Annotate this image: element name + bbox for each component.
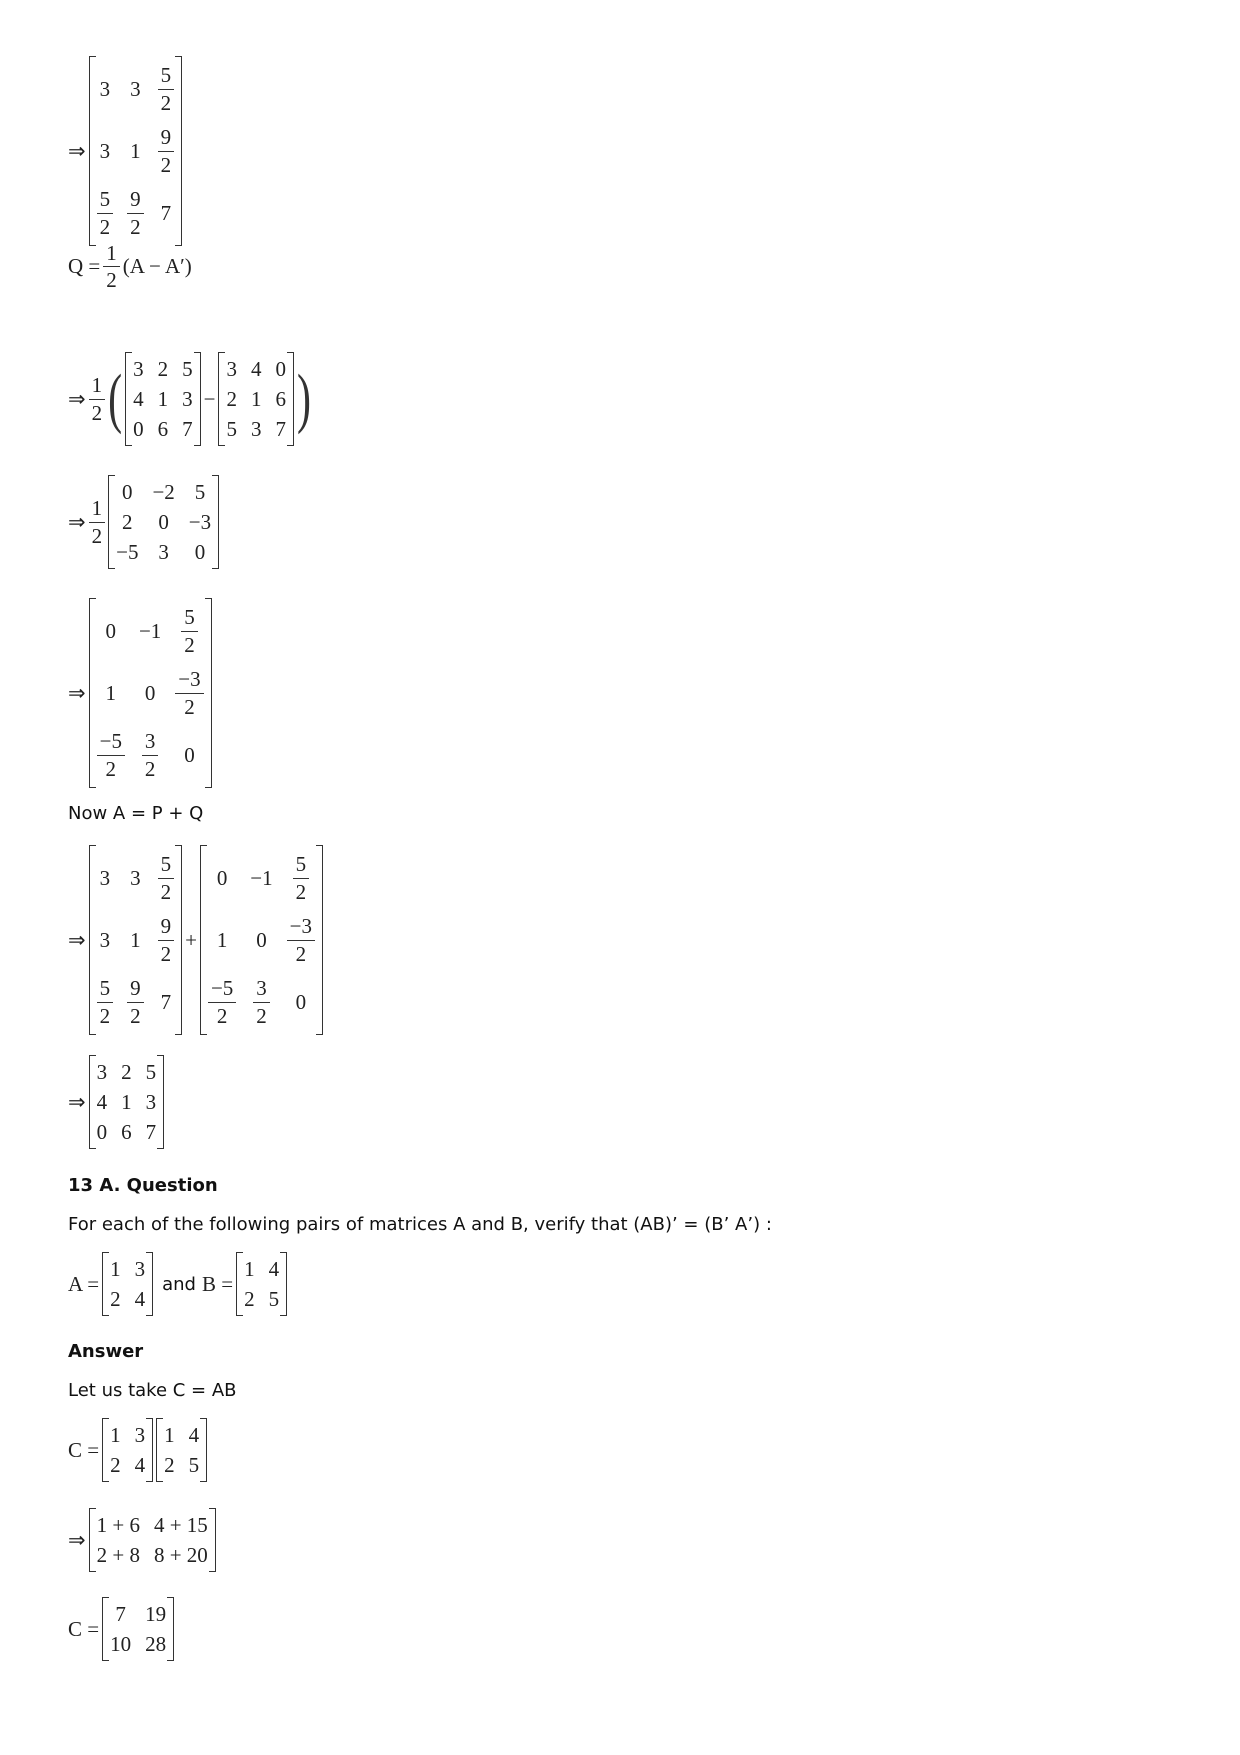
matrix-cell: 0 (144, 680, 156, 705)
matrix-cell: 1 (164, 1422, 175, 1447)
c-label: C = (68, 1616, 100, 1641)
fraction (158, 853, 175, 902)
matrix-cell: −3 (188, 509, 212, 534)
matrix-cell (97, 973, 114, 1031)
fraction (97, 977, 114, 1026)
fraction (142, 730, 159, 779)
numerator: 9 (158, 915, 175, 940)
matrix-cell: 4 (134, 1286, 146, 1311)
numerator: 3 (253, 977, 270, 1002)
denominator: 2 (160, 152, 172, 177)
matrix-cell: 3 (145, 1089, 157, 1114)
fraction (127, 977, 144, 1026)
matrix-cell: 3 (99, 138, 111, 163)
matrix-cell: 8 + 20 (153, 1542, 208, 1567)
matrix-cell (158, 60, 175, 118)
matrix-cell (127, 973, 144, 1031)
matrix-cell: 7 (145, 1119, 157, 1144)
matrix-cell: 3 (182, 386, 193, 411)
now-text: Now A = P + Q (68, 803, 204, 824)
matrix (200, 845, 323, 1035)
matrix-cell: 7 (160, 989, 172, 1014)
q-definition (68, 242, 195, 291)
matrix-cell: 5 (226, 416, 237, 441)
implies-symbol: ⇒ (68, 680, 86, 705)
numerator: 9 (127, 188, 144, 213)
matrix-cell: 4 (268, 1256, 280, 1281)
matrix (125, 352, 201, 446)
matrix (89, 598, 212, 788)
matrix (89, 56, 183, 246)
matrix-cell: 5 (188, 1452, 200, 1477)
matrix-cell: 3 (96, 1059, 108, 1084)
matrix-cell (97, 184, 114, 242)
matrix-cell: 10 (110, 1631, 132, 1656)
matrix-cell (181, 602, 198, 660)
matrix-cell: 0 (96, 1119, 108, 1144)
numerator: 5 (97, 188, 114, 213)
denominator: 2 (160, 941, 172, 966)
numerator: 9 (158, 126, 175, 151)
fraction (97, 730, 125, 779)
question-heading: 13 A. Question (68, 1175, 218, 1196)
denominator: 2 (160, 879, 172, 904)
matrix-cell: 19 (145, 1601, 167, 1626)
p-result-equation (68, 56, 185, 246)
half-fraction: $\frac{1}{2}$ (89, 374, 106, 423)
matrix (108, 475, 219, 569)
fraction (293, 853, 310, 902)
numerator: 3 (142, 730, 159, 755)
matrix-cell: 3 (134, 1256, 146, 1281)
fraction (208, 977, 236, 1026)
matrix-cell: 2 (110, 1452, 121, 1477)
denominator: 2 (144, 756, 156, 781)
numerator: 9 (127, 977, 144, 1002)
answer-heading: Answer (68, 1341, 144, 1362)
matrix-cell: 4 (133, 386, 144, 411)
fraction (97, 188, 114, 237)
numerator: 5 (97, 977, 114, 1002)
denominator: 2 (130, 214, 141, 239)
matrix-cell (127, 184, 144, 242)
right-paren: ) (296, 362, 311, 436)
matrix-cell: −2 (152, 479, 175, 504)
matrix-cell (97, 726, 125, 784)
matrix-cell: 7 (275, 416, 286, 441)
implies-symbol: ⇒ (68, 1089, 86, 1114)
numerator: 5 (293, 853, 310, 878)
matrix-cell: 5 (194, 479, 206, 504)
matrix-cell: 3 (133, 356, 144, 381)
question-matrices (68, 1252, 290, 1316)
matrix (89, 1508, 216, 1572)
matrix-cell: 1 + 6 (96, 1512, 140, 1537)
fraction (181, 606, 198, 655)
numerator: −5 (208, 977, 236, 1002)
matrix-cell: 1 (110, 1256, 121, 1281)
matrix-cell: 1 (130, 927, 141, 952)
matrix-cell (253, 973, 270, 1031)
matrix-cell: 3 (99, 927, 111, 952)
numerator: −3 (175, 668, 203, 693)
matrix-cell: 0 (105, 618, 117, 643)
matrix-cell: 4 + 15 (153, 1512, 208, 1537)
matrix-cell: 6 (275, 386, 286, 411)
denominator: 2 (99, 214, 111, 239)
matrix-cell: 0 (295, 989, 307, 1014)
implies-symbol: ⇒ (68, 1527, 86, 1552)
matrix-cell: 5 (268, 1286, 280, 1311)
matrix-cell (158, 849, 175, 907)
matrix (102, 1597, 174, 1661)
matrix-cell: 0 (184, 742, 195, 767)
matrix (218, 352, 294, 446)
matrix-cell: 7 (160, 200, 172, 225)
matrix-cell: 4 (134, 1452, 146, 1477)
c-step-equation (68, 1508, 219, 1572)
matrix-cell: 0 (194, 539, 206, 564)
denominator: 2 (295, 941, 307, 966)
sum-result-equation (68, 1055, 167, 1149)
matrix-cell: −5 (116, 539, 139, 564)
matrix-cell: 4 (188, 1422, 200, 1447)
matrix-cell: −1 (250, 865, 273, 890)
matrix-cell: 1 (130, 138, 141, 163)
denominator: 2 (256, 1003, 267, 1028)
implies-symbol: ⇒ (68, 927, 86, 952)
c-label: C = (68, 1437, 100, 1462)
matrix-cell (158, 122, 175, 180)
matrix (156, 1418, 207, 1482)
matrix-cell: 2 (244, 1286, 255, 1311)
numerator: 5 (158, 853, 175, 878)
matrix-cell: 7 (115, 1601, 126, 1626)
plus-sign: + (185, 927, 197, 952)
fraction (253, 977, 270, 1026)
implies-symbol: ⇒ (68, 386, 86, 411)
implies-symbol: ⇒ (68, 509, 86, 534)
half-fraction: $\frac{1}{2}$ (103, 242, 120, 291)
matrix-cell: 1 (250, 386, 262, 411)
numerator: −3 (287, 915, 315, 940)
sum-equation (68, 845, 326, 1035)
matrix (236, 1252, 287, 1316)
matrix-cell: 0 (275, 356, 286, 381)
numerator: 5 (181, 606, 198, 631)
half-fraction: $\frac{1}{2}$ (89, 497, 106, 546)
matrix-cell (175, 664, 203, 722)
matrix-cell: 1 (105, 680, 117, 705)
matrix-cell: 4 (250, 356, 262, 381)
q-label: Q = (68, 254, 101, 279)
q-step1-equation (68, 352, 314, 446)
matrix-cell (158, 911, 175, 969)
matrix-cell (142, 726, 159, 784)
fraction (127, 188, 144, 237)
q-expression: (A − A′) (122, 254, 192, 279)
and-text: and (162, 1273, 196, 1295)
c-product-equation (68, 1418, 210, 1482)
matrix-cell: 0 (133, 416, 144, 441)
matrix-cell: 2 (110, 1286, 121, 1311)
q-result-equation (68, 598, 215, 788)
matrix-cell: 2 + 8 (96, 1542, 140, 1567)
matrix-cell: 1 (157, 386, 169, 411)
matrix-cell: 3 (99, 76, 111, 101)
answer-intro: Let us take C = AB (68, 1380, 237, 1401)
matrix-cell: 1 (244, 1256, 255, 1281)
matrix-cell: 4 (96, 1089, 108, 1114)
denominator: 2 (160, 90, 172, 115)
denominator: 2 (216, 1003, 228, 1028)
matrix-cell: 2 (157, 356, 169, 381)
fraction (158, 915, 175, 964)
matrix-cell: 0 (216, 865, 228, 890)
matrix-cell: 3 (250, 416, 262, 441)
matrix-cell: −1 (138, 618, 162, 643)
numerator: 5 (158, 64, 175, 89)
matrix-cell: 2 (121, 1059, 132, 1084)
matrix-cell: 3 (130, 76, 141, 101)
matrix-cell: 3 (134, 1422, 146, 1447)
matrix-cell (287, 911, 315, 969)
denominator: 2 (184, 694, 195, 719)
a-label: A = (68, 1271, 100, 1296)
question-prompt: For each of the following pairs of matrices A and B, verify that (AB)’ = (B’ A’) : (68, 1214, 772, 1235)
denominator: 2 (295, 879, 307, 904)
fraction (175, 668, 203, 717)
numerator: −5 (97, 730, 125, 755)
matrix-cell: 6 (121, 1119, 132, 1144)
matrix-cell: 1 (121, 1089, 132, 1114)
matrix-cell: 3 (130, 865, 141, 890)
fraction (158, 126, 175, 175)
q-step2-equation (68, 475, 222, 569)
denominator: 2 (105, 756, 117, 781)
matrix (89, 845, 183, 1035)
matrix-cell: 7 (182, 416, 193, 441)
matrix-cell: 2 (164, 1452, 175, 1477)
fraction (287, 915, 315, 964)
matrix-cell: 1 (110, 1422, 121, 1447)
matrix-cell: 3 (99, 865, 111, 890)
matrix-cell: 2 (226, 386, 237, 411)
minus-sign: − (203, 386, 216, 411)
matrix-cell: 3 (226, 356, 237, 381)
denominator: 2 (184, 632, 195, 657)
matrix-cell: 0 (122, 479, 133, 504)
matrix-cell: 5 (182, 356, 193, 381)
denominator: 2 (99, 1003, 111, 1028)
c-result-equation (68, 1597, 177, 1661)
matrix-cell: 0 (158, 509, 169, 534)
matrix-cell: 5 (145, 1059, 157, 1084)
matrix (102, 1418, 153, 1482)
matrix (102, 1252, 153, 1316)
matrix-cell: 1 (216, 927, 228, 952)
matrix-cell: 0 (256, 927, 267, 952)
matrix-cell: 28 (145, 1631, 167, 1656)
matrix (89, 1055, 165, 1149)
implies-symbol: ⇒ (68, 138, 86, 163)
fraction (158, 64, 175, 113)
matrix-cell: 3 (158, 539, 169, 564)
matrix-cell: 2 (122, 509, 133, 534)
matrix-cell: 6 (157, 416, 169, 441)
matrix-cell (293, 849, 310, 907)
denominator: 2 (130, 1003, 141, 1028)
b-label: B = (201, 1271, 234, 1296)
matrix-cell (208, 973, 236, 1031)
left-paren: ( (108, 362, 123, 436)
